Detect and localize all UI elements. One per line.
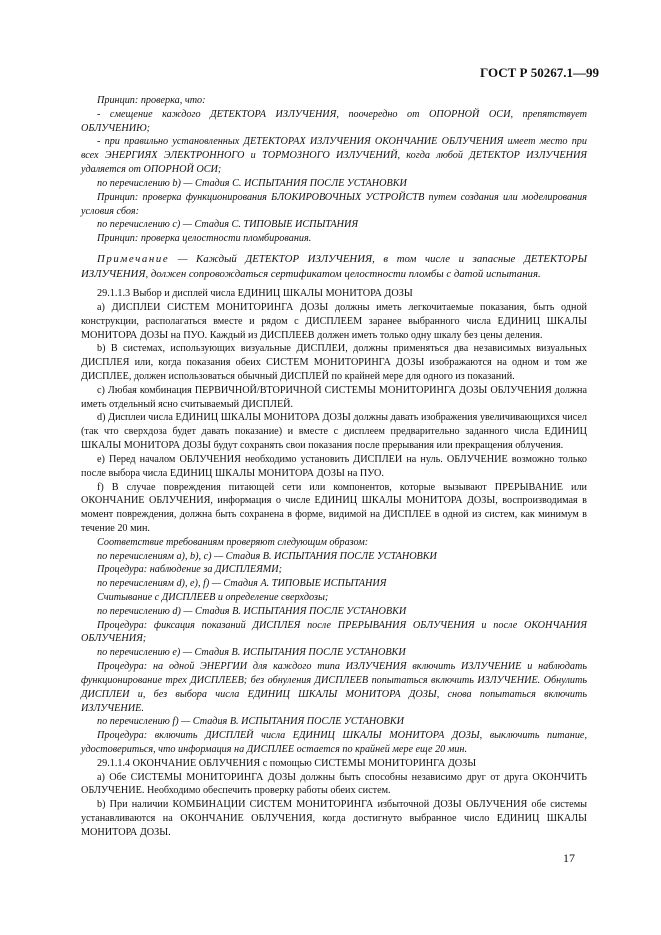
paragraph: по перечислению с) — Стадия С. ТИПОВЫЕ ИСПЫТАНИЯ — [97, 219, 359, 231]
paragraph: е) Перед началом ОБЛУЧЕНИЯ необходимо установить ДИСПЛЕИ на нуль. ОБЛУЧЕНИЕ возможно только после выбора числа ЕДИНИЦ ШКАЛЫ МОНИТОРА ДОЗЫ на ПУО. — [81, 453, 587, 479]
paragraph: Считывание с ДИСПЛЕЕВ и определение сверхдозы; — [97, 592, 329, 603]
paragraph: - смещение каждого ДЕТЕКТОРА ИЗЛУЧЕНИЯ, поочередно от ОПОРНОЙ ОСИ, препятствует ОБЛУЧЕНИЮ; — [81, 108, 587, 134]
note-lead: Примечание — [97, 252, 170, 265]
paragraph: Процедура: фиксация показаний ДИСПЛЕЯ после ПРЕРЫВАНИЯ ОБЛУЧЕНИЯ и после ОКОНЧАНИЯ ОБЛУЧЕНИЯ; — [81, 619, 587, 645]
paragraph: по перечислению е) — Стадия В. ИСПЫТАНИЯ ПОСЛЕ УСТАНОВКИ — [97, 647, 406, 659]
paragraph: с) Любая комбинация ПЕРВИЧНОЙ/ВТОРИЧНОЙ СИСТЕМЫ МОНИТОРИНГА ДОЗЫ ОБЛУЧЕНИЯ должна иметь отдельный ясно считываемый ДИСПЛЕЙ. — [81, 384, 587, 410]
paragraph: b) При наличии КОМБИНАЦИИ СИСТЕМ МОНИТОРИНГА избыточной ДОЗЫ ОБЛУЧЕНИЯ обе системы устанавливаются на ОКОНЧАНИЕ ОБЛУЧЕНИЯ, когда достигнуто выбранное число ЕДИНИЦ ШКАЛЫ МОНИТОРА ДОЗЫ. — [81, 799, 587, 838]
paragraph: по перечислениям d), е), f) — Стадия А. ТИПОВЫЕ ИСПЫТАНИЯ — [97, 578, 387, 590]
paragraph: по перечислению b) — Стадия С. ИСПЫТАНИЯ ПОСЛЕ УСТАНОВКИ — [97, 177, 407, 189]
paragraph: а) Обе СИСТЕМЫ МОНИТОРИНГА ДОЗЫ должны быть способны независимо друг от друга ОКОНЧИТЬ ОБЛУЧЕНИЕ. Необходимо обеспечить проверку работы обеих систем. — [81, 771, 587, 797]
section-heading: 29.1.1.3 Выбор и дисплей числа ЕДИНИЦ ШКАЛЫ МОНИТОРА ДОЗЫ — [97, 288, 413, 300]
document-body — [81, 94, 587, 840]
document-header: ГОСТ Р 50267.1—99 — [480, 65, 599, 80]
note-text: — Каждый ДЕТЕКТОР ИЗЛУЧЕНИЯ, в том числе и запасные ДЕТЕКТОРЫ ИЗЛУЧЕНИЯ, должен сопровождаться сертификатом целостности пломбы с датой испытания. — [81, 252, 587, 280]
paragraph: по перечислениям а), b), с) — Стадия В. ИСПЫТАНИЯ ПОСЛЕ УСТАНОВКИ — [97, 550, 437, 562]
paragraph: d) Дисплеи числа ЕДИНИЦ ШКАЛЫ МОНИТОРА ДОЗЫ должны давать изображения увеличивающихся чисел (так что сверхдоза будет давать показание) и вместе с дисплеем предварительно заданного числа ЕДИНИЦ ШКАЛЫ МОНИТОРА ДОЗЫ будут сохранять свои показания после прерывания или прекращения облучения. — [81, 412, 587, 452]
paragraph: Принцип: проверка, что: — [97, 95, 206, 106]
paragraph: по перечислению f) — Стадия В. ИСПЫТАНИЯ ПОСЛЕ УСТАНОВКИ — [97, 716, 404, 728]
paragraph: Процедура: включить ДИСПЛЕЙ числа ЕДИНИЦ ШКАЛЫ МОНИТОРА ДОЗЫ, выключить питание, удостовериться, что информация на ДИСПЛЕЕ остается по крайней мере еще 20 мин. — [81, 730, 587, 755]
section-heading: 29.1.1.4 ОКОНЧАНИЕ ОБЛУЧЕНИЯ с помощью СИСТЕМЫ МОНИТОРИНГА ДОЗЫ — [97, 757, 477, 769]
paragraph: по перечислению d) — Стадия В. ИСПЫТАНИЯ ПОСЛЕ УСТАНОВКИ — [97, 605, 407, 617]
paragraph: Принцип: проверка функционирования БЛОКИРОВОЧНЫХ УСТРОЙСТВ путем создания или моделирования условия сбоя: — [81, 191, 587, 217]
paragraph: Процедура: на одной ЭНЕРГИИ для каждого типа ИЗЛУЧЕНИЯ включить ИЗЛУЧЕНИЕ и наблюдать функционирование трех ДИСПЛЕЕВ; без обнуления ДИСПЛЕЕВ попытаться включить ИЗЛУЧЕНИЕ. Обнулить ДИСПЛЕИ и, без выбора числа ЕДИНИЦ ШКАЛЫ МОНИТОРА ДОЗЫ, снова попытаться включить ИЗЛУЧЕНИЕ. — [81, 661, 587, 714]
paragraph: Процедура: наблюдение за ДИСПЛЕЯМИ; — [97, 564, 283, 576]
paragraph: b) В системах, использующих визуальные ДИСПЛЕИ, должны применяться два независимых визуальных ДИСПЛЕЯ или, когда показания обеих СИСТЕМ МОНИТОРИНГА ДОЗЫ изображаются на одном и том же ДИСПЛЕЕ, должен использоваться обычный ДИСПЛЕЙ по крайней мере для одного из показаний. — [81, 343, 587, 382]
page-number: 17 — [563, 851, 575, 865]
paragraph: а) ДИСПЛЕИ СИСТЕМ МОНИТОРИНГА ДОЗЫ должны иметь легкочитаемые показания, быть одной конструкции, располагаться вместе и рядом с ДИСПЛЕЕМ заранее выбранного числа ЕДИНИЦ ШКАЛЫ МОНИТОРА ДОЗЫ на ПУО. Каждый из ДИСПЛЕЕВ должен иметь только одну шкалу без цены деления. — [81, 301, 587, 341]
note-paragraph — [81, 252, 587, 281]
paragraph: - при правильно установленных ДЕТЕКТОРАХ ИЗЛУЧЕНИЯ ОКОНЧАНИЕ ОБЛУЧЕНИЯ имеет место при всех ЭНЕРГИЯХ ЭЛЕКТРОННОГО и ТОРМОЗНОГО ИЗЛУЧЕНИЙ, когда любой ДЕТЕКТОР ИЗЛУЧЕНИЯ удаляется от ОПОРНОЙ ОСИ; — [81, 136, 587, 176]
paragraph: Принцип: проверка целостности пломбирования. — [97, 233, 312, 245]
paragraph: f) В случае повреждения питающей сети или компонентов, которые вызывают ПРЕРЫВАНИЕ или ОКОНЧАНИЕ ОБЛУЧЕНИЯ, информация о числе ЕДИНИЦ ШКАЛЫ МОНИТОРА ДОЗЫ, воспроизводимая в момент повреждения, должна быть сохранена в форме, видимой на ДИСПЛЕЕ в одной из систем, как минимум в течение 20 мин. — [81, 481, 587, 534]
paragraph: Соответствие требованиям проверяют следующим образом: — [97, 536, 369, 548]
